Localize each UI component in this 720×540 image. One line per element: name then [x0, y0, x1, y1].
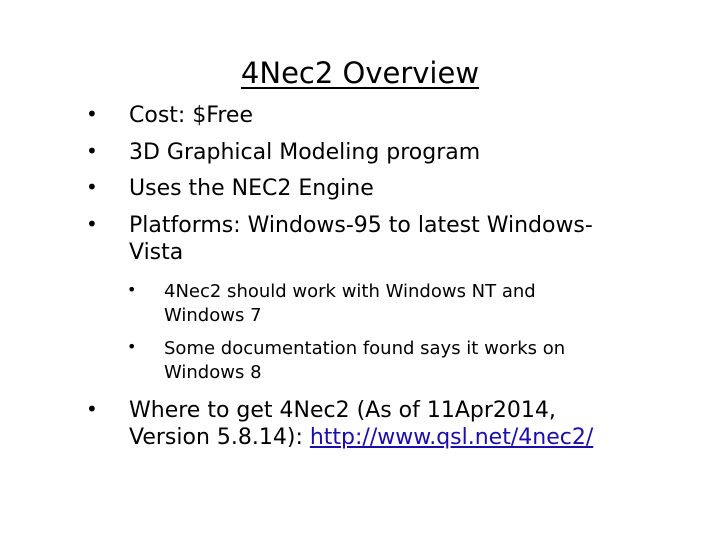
- sub-bullet-line1: Some documentation found says it works on: [164, 338, 566, 359]
- bullet-text: Uses the NEC2 Engine: [129, 176, 374, 201]
- sub-bullet-icon: •: [127, 337, 137, 356]
- bullet-text-line1: Where to get 4Nec2 (As of 11Apr2014,: [129, 398, 556, 423]
- bullet-text-line2: Vista: [129, 240, 184, 265]
- sub-bullet-text: [164, 280, 604, 328]
- bullet-text: Cost: $Free: [129, 103, 253, 128]
- bullet-icon: •: [86, 139, 98, 163]
- bullet-icon: •: [86, 212, 98, 236]
- bullet-text: 3D Graphical Modeling program: [129, 140, 481, 165]
- bullet-text: [129, 212, 649, 266]
- bullet-icon: •: [86, 102, 98, 126]
- bullet-text-line2-prefix: Version 5.8.14):: [129, 425, 310, 450]
- sub-bullet-line2: Windows 7: [164, 305, 262, 326]
- download-link[interactable]: http://www.qsl.net/4nec2/: [309, 425, 594, 450]
- sub-bullet-line1: 4Nec2 should work with Windows NT and: [164, 281, 536, 302]
- slide-title: 4Nec2 Overview: [240, 56, 480, 90]
- bullet-icon: •: [86, 397, 98, 421]
- bullet-text-line1: Platforms: Windows-95 to latest Windows-: [129, 213, 593, 238]
- sub-bullet-text: [164, 337, 604, 385]
- bullet-icon: •: [86, 175, 98, 199]
- bullet-text: [129, 397, 649, 451]
- sub-bullet-icon: •: [127, 280, 137, 299]
- sub-bullet-line2: Windows 8: [164, 362, 262, 383]
